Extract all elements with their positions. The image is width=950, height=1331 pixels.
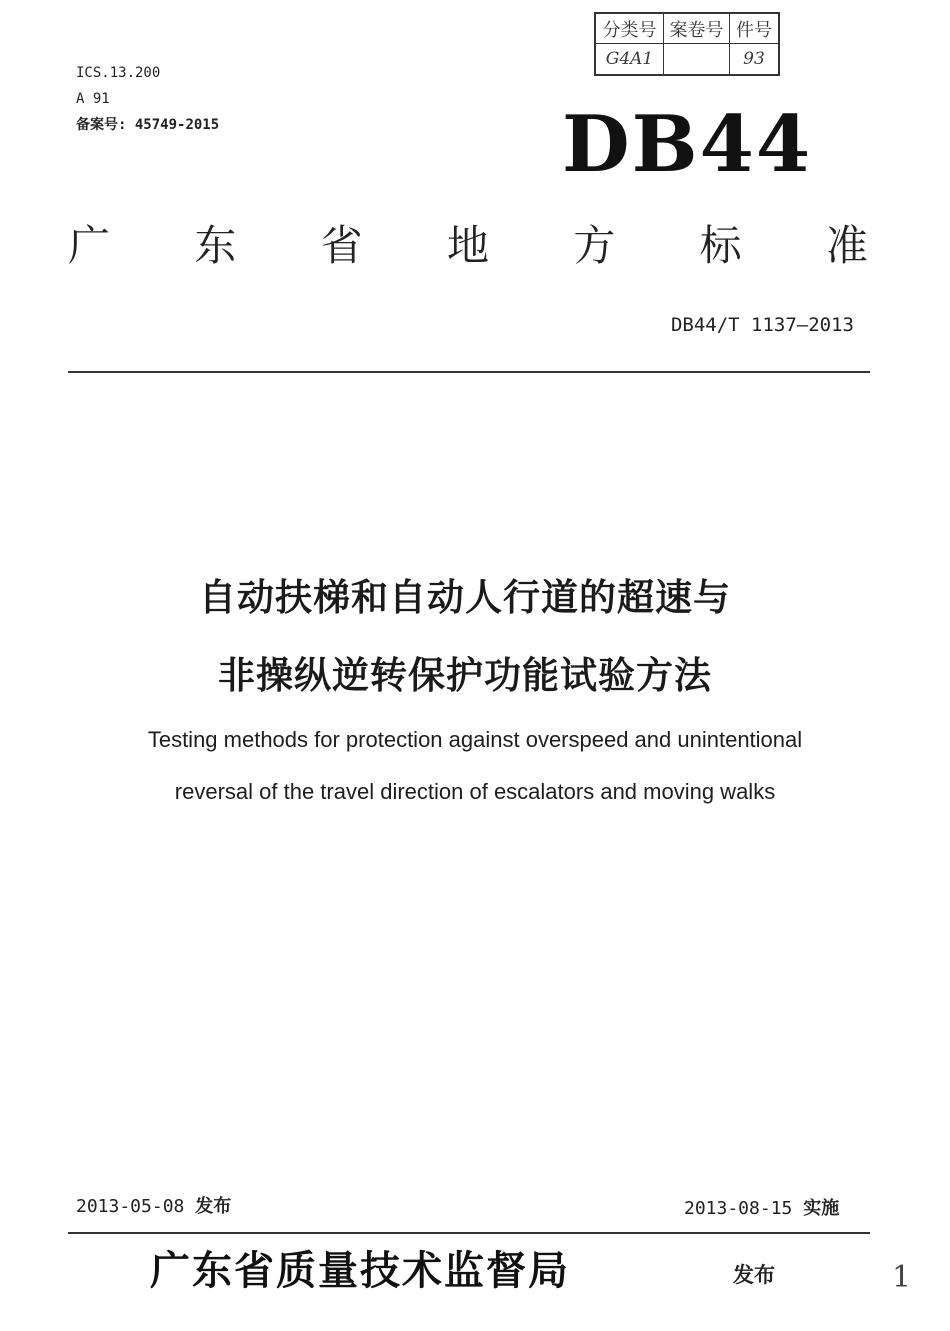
standard-type-char: 准: [825, 221, 868, 270]
standard-type-char: 标: [699, 221, 742, 270]
title-en-line-2: reversal of the travel direction of escalators and moving walks: [174, 779, 776, 804]
implement-label: 实施: [803, 1198, 840, 1219]
title-cn-line-1: 自动扶梯和自动人行道的超速与: [199, 576, 731, 619]
standard-type-heading: [68, 218, 868, 274]
filing-label: 备案号:: [76, 117, 127, 133]
header-divider: [68, 371, 870, 373]
issuing-action: 发布: [733, 1263, 775, 1287]
standard-type-char: 方: [573, 221, 616, 270]
issue-date-line: [76, 1196, 231, 1218]
footer-divider: [68, 1232, 870, 1234]
filing-number: 45749-2015: [134, 117, 220, 133]
implement-date-line: [684, 1198, 839, 1220]
title-en-line-1: Testing methods for protection against overspeed and unintentional: [147, 727, 803, 752]
filing-record: [76, 118, 219, 132]
ccs-code: A 91: [76, 91, 110, 107]
archive-stamp: [594, 12, 780, 76]
stamp-header-item: 件号: [730, 14, 778, 44]
standard-code-logo: DB44: [562, 99, 813, 190]
stamp-header-category: 分类号: [596, 14, 664, 44]
issue-date: 2013-05-08: [76, 1196, 185, 1217]
standard-type-char: 省: [320, 221, 363, 270]
implement-date: 2013-08-15: [684, 1198, 793, 1219]
stamp-value-item: 93: [743, 49, 765, 69]
standard-type-char: 广: [68, 221, 111, 270]
standard-type-char: 地: [446, 221, 489, 270]
ics-code: ICS.13.200: [76, 65, 161, 81]
stamp-header-file-volume: 案卷号: [664, 14, 730, 44]
issuing-authority: 广东省质量技术监督局: [150, 1247, 570, 1294]
standard-type-char: 东: [194, 221, 237, 270]
title-cn-line-2: 非操纵逆转保护功能试验方法: [218, 654, 712, 697]
page-number: 1: [892, 1260, 912, 1295]
issue-label: 发布: [195, 1196, 232, 1217]
standard-number: DB44/T 1137—2013: [670, 314, 854, 336]
stamp-value-category: G4A1: [596, 44, 664, 74]
stamp-value-file-volume: [664, 44, 730, 74]
